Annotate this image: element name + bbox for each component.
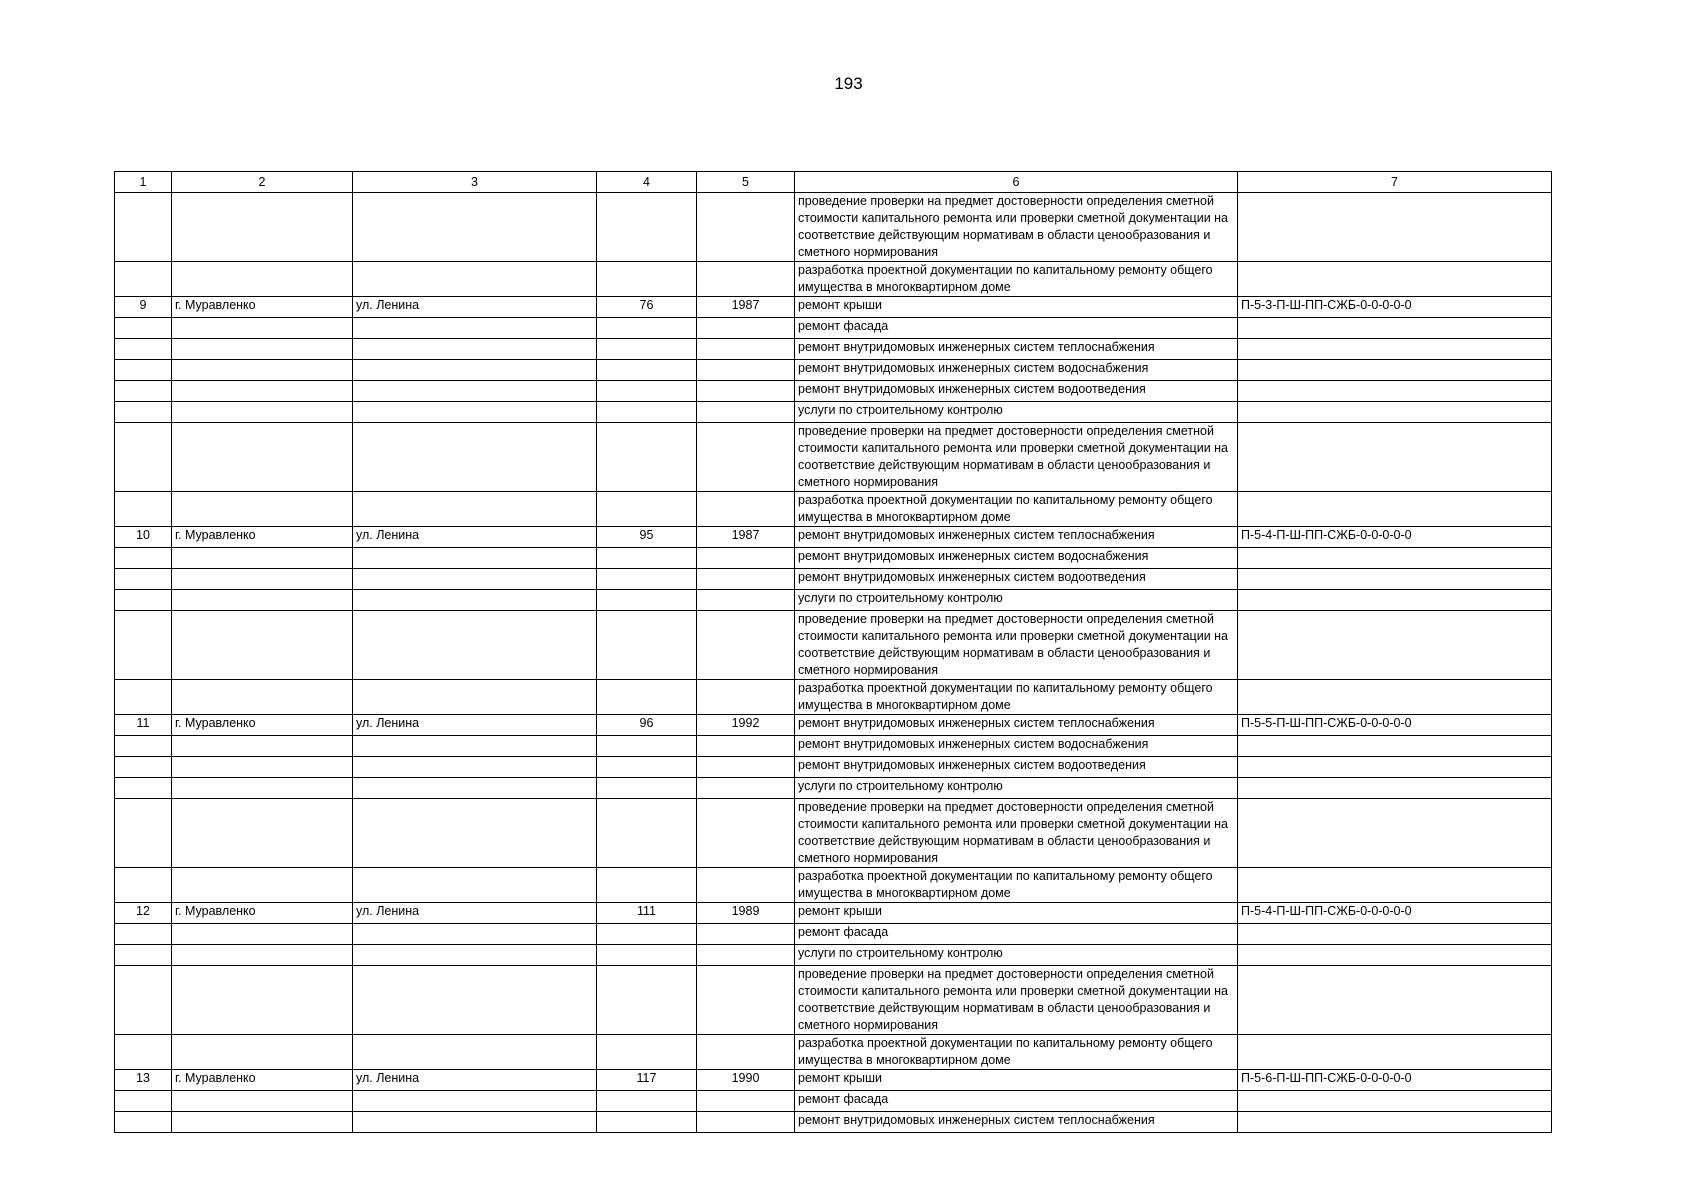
year-cell [697,193,795,262]
city-cell [172,262,353,297]
year-cell [697,966,795,1035]
street-cell [353,757,597,778]
row-number-cell: 13 [115,1070,172,1091]
code-cell: П-5-4-П-Ш-ПП-СЖБ-0-0-0-0-0 [1238,903,1552,924]
work-type-cell: разработка проектной документации по капитальному ремонту общего имущества в многоквартирном доме [795,492,1238,527]
city-cell [172,402,353,423]
code-cell [1238,1091,1552,1112]
row-number-cell [115,736,172,757]
work-type-cell: ремонт крыши [795,1070,1238,1091]
house-number-cell: 111 [597,903,697,924]
house-number-cell [597,1091,697,1112]
table-row [115,262,1552,297]
city-cell [172,757,353,778]
code-cell [1238,611,1552,680]
city-cell [172,339,353,360]
city-cell: г. Муравленко [172,527,353,548]
work-type-cell: ремонт внутридомовых инженерных систем водоснабжения [795,360,1238,381]
work-type-cell: разработка проектной документации по капитальному ремонту общего имущества в многоквартирном доме [795,1035,1238,1070]
row-number-cell [115,868,172,903]
year-cell [697,381,795,402]
column-header-4: 4 [597,172,697,193]
year-cell [697,548,795,569]
street-cell [353,736,597,757]
table-header-row [115,172,1552,193]
table-row [115,715,1552,736]
year-cell: 1990 [697,1070,795,1091]
house-number-cell [597,381,697,402]
year-cell: 1992 [697,715,795,736]
street-cell [353,924,597,945]
year-cell [697,360,795,381]
city-cell [172,778,353,799]
year-cell [697,1091,795,1112]
city-cell [172,799,353,868]
table-row [115,318,1552,339]
city-cell: г. Муравленко [172,715,353,736]
work-type-cell: ремонт фасада [795,924,1238,945]
table-row [115,799,1552,868]
city-cell: г. Муравленко [172,903,353,924]
work-type-cell: ремонт внутридомовых инженерных систем теплоснабжения [795,715,1238,736]
row-number-cell [115,548,172,569]
work-type-cell: проведение проверки на предмет достоверности определения сметной стоимости капитального ремонта или проверки сметной документации на соответствие действующим нормативам в области ценообразования и сметного нормирования [795,423,1238,492]
street-cell: ул. Ленина [353,903,597,924]
table-row [115,778,1552,799]
row-number-cell [115,924,172,945]
city-cell [172,569,353,590]
table-row [115,527,1552,548]
house-number-cell [597,262,697,297]
street-cell [353,360,597,381]
street-cell [353,945,597,966]
work-type-cell: проведение проверки на предмет достоверности определения сметной стоимости капитального ремонта или проверки сметной документации на соответствие действующим нормативам в области ценообразования и сметного нормирования [795,799,1238,868]
street-cell: ул. Ленина [353,527,597,548]
house-number-cell: 96 [597,715,697,736]
table-row [115,193,1552,262]
table-row [115,339,1552,360]
city-cell [172,1035,353,1070]
street-cell: ул. Ленина [353,1070,597,1091]
row-number-cell [115,193,172,262]
row-number-cell [115,339,172,360]
table-row [115,966,1552,1035]
year-cell: 1989 [697,903,795,924]
street-cell [353,492,597,527]
column-header-5: 5 [697,172,795,193]
table-row [115,680,1552,715]
house-number-cell [597,924,697,945]
work-type-cell: услуги по строительному контролю [795,402,1238,423]
code-cell [1238,423,1552,492]
table-row [115,492,1552,527]
street-cell [353,262,597,297]
work-type-cell: разработка проектной документации по капитальному ремонту общего имущества в многоквартирном доме [795,262,1238,297]
house-number-cell [597,1035,697,1070]
house-number-cell [597,590,697,611]
table-row [115,402,1552,423]
year-cell [697,423,795,492]
code-cell [1238,569,1552,590]
city-cell [172,423,353,492]
house-number-cell [597,492,697,527]
code-cell [1238,1112,1552,1133]
work-type-cell: ремонт крыши [795,903,1238,924]
work-type-cell: услуги по строительному контролю [795,590,1238,611]
house-number-cell [597,548,697,569]
street-cell [353,1035,597,1070]
row-number-cell: 9 [115,297,172,318]
house-number-cell [597,611,697,680]
code-cell [1238,381,1552,402]
row-number-cell [115,262,172,297]
row-number-cell [115,381,172,402]
street-cell [353,966,597,1035]
street-cell [353,569,597,590]
house-number-cell [597,680,697,715]
year-cell [697,262,795,297]
row-number-cell [115,945,172,966]
work-type-cell: ремонт фасада [795,1091,1238,1112]
house-number-cell: 76 [597,297,697,318]
street-cell [353,548,597,569]
work-type-cell: ремонт внутридомовых инженерных систем водоснабжения [795,736,1238,757]
street-cell [353,402,597,423]
table-row [115,297,1552,318]
table-row [115,590,1552,611]
work-type-cell: ремонт внутридомовых инженерных систем теплоснабжения [795,1112,1238,1133]
city-cell: г. Муравленко [172,297,353,318]
table-row [115,1091,1552,1112]
code-cell [1238,924,1552,945]
table-row [115,868,1552,903]
row-number-cell [115,569,172,590]
row-number-cell [115,590,172,611]
street-cell [353,778,597,799]
row-number-cell [115,966,172,1035]
street-cell [353,423,597,492]
city-cell [172,680,353,715]
street-cell: ул. Ленина [353,297,597,318]
year-cell [697,799,795,868]
year-cell [697,1035,795,1070]
city-cell [172,492,353,527]
row-number-cell: 10 [115,527,172,548]
house-number-cell [597,423,697,492]
work-type-cell: услуги по строительному контролю [795,945,1238,966]
column-header-1: 1 [115,172,172,193]
code-cell [1238,548,1552,569]
year-cell: 1987 [697,297,795,318]
city-cell [172,1091,353,1112]
city-cell [172,924,353,945]
row-number-cell [115,1091,172,1112]
street-cell [353,799,597,868]
row-number-cell [115,799,172,868]
house-number-cell: 117 [597,1070,697,1091]
work-type-cell: проведение проверки на предмет достоверности определения сметной стоимости капитального ремонта или проверки сметной документации на соответствие действующим нормативам в области ценообразования и сметного нормирования [795,611,1238,680]
column-header-7: 7 [1238,172,1552,193]
code-cell [1238,680,1552,715]
code-cell [1238,492,1552,527]
work-type-cell: проведение проверки на предмет достоверности определения сметной стоимости капитального ремонта или проверки сметной документации на соответствие действующим нормативам в области ценообразования и сметного нормирования [795,966,1238,1035]
year-cell: 1987 [697,527,795,548]
work-type-cell: услуги по строительному контролю [795,778,1238,799]
table-row [115,569,1552,590]
row-number-cell [115,680,172,715]
work-type-cell: разработка проектной документации по капитальному ремонту общего имущества в многоквартирном доме [795,680,1238,715]
city-cell [172,868,353,903]
code-cell [1238,945,1552,966]
code-cell: П-5-4-П-Ш-ПП-СЖБ-0-0-0-0-0 [1238,527,1552,548]
street-cell [353,339,597,360]
table-row [115,903,1552,924]
code-cell [1238,590,1552,611]
work-type-cell: ремонт внутридомовых инженерных систем теплоснабжения [795,339,1238,360]
code-cell [1238,262,1552,297]
street-cell [353,1112,597,1133]
year-cell [697,318,795,339]
house-number-cell [597,868,697,903]
row-number-cell: 11 [115,715,172,736]
code-cell: П-5-5-П-Ш-ПП-СЖБ-0-0-0-0-0 [1238,715,1552,736]
year-cell [697,339,795,360]
year-cell [697,924,795,945]
page-number: 193 [834,74,863,93]
house-number-cell [597,1112,697,1133]
street-cell [353,611,597,680]
city-cell [172,381,353,402]
city-cell [172,193,353,262]
table-row [115,611,1552,680]
house-number-cell [597,945,697,966]
street-cell [353,381,597,402]
year-cell [697,778,795,799]
year-cell [697,611,795,680]
year-cell [697,868,795,903]
code-cell [1238,736,1552,757]
column-header-3: 3 [353,172,597,193]
row-number-cell [115,402,172,423]
code-cell [1238,318,1552,339]
row-number-cell [115,492,172,527]
work-type-cell: ремонт внутридомовых инженерных систем водоотведения [795,381,1238,402]
house-number-cell [597,339,697,360]
house-number-cell [597,360,697,381]
row-number-cell [115,611,172,680]
street-cell [353,193,597,262]
repair-table [114,171,1552,1133]
city-cell [172,360,353,381]
street-cell: ул. Ленина [353,715,597,736]
street-cell [353,680,597,715]
street-cell [353,590,597,611]
house-number-cell [597,966,697,1035]
house-number-cell: 95 [597,527,697,548]
house-number-cell [597,569,697,590]
code-cell [1238,402,1552,423]
row-number-cell [115,318,172,339]
code-cell [1238,339,1552,360]
table-row [115,757,1552,778]
year-cell [697,590,795,611]
table-row [115,736,1552,757]
code-cell: П-5-6-П-Ш-ПП-СЖБ-0-0-0-0-0 [1238,1070,1552,1091]
year-cell [697,736,795,757]
table-row [115,548,1552,569]
city-cell [172,590,353,611]
city-cell [172,945,353,966]
year-cell [697,757,795,778]
code-cell [1238,193,1552,262]
row-number-cell [115,423,172,492]
city-cell [172,318,353,339]
table-row [115,924,1552,945]
year-cell [697,680,795,715]
row-number-cell [115,360,172,381]
house-number-cell [597,757,697,778]
row-number-cell: 12 [115,903,172,924]
year-cell [697,402,795,423]
table-row [115,381,1552,402]
table-row [115,423,1552,492]
work-type-cell: ремонт внутридомовых инженерных систем водоотведения [795,757,1238,778]
city-cell: г. Муравленко [172,1070,353,1091]
code-cell [1238,966,1552,1035]
work-type-cell: ремонт внутридомовых инженерных систем теплоснабжения [795,527,1238,548]
work-type-cell: ремонт внутридомовых инженерных систем водоотведения [795,569,1238,590]
table-row [115,360,1552,381]
work-type-cell: ремонт внутридомовых инженерных систем водоснабжения [795,548,1238,569]
code-cell [1238,778,1552,799]
house-number-cell [597,193,697,262]
code-cell: П-5-3-П-Ш-ПП-СЖБ-0-0-0-0-0 [1238,297,1552,318]
city-cell [172,966,353,1035]
column-header-6: 6 [795,172,1238,193]
table-row [115,945,1552,966]
house-number-cell [597,799,697,868]
city-cell [172,548,353,569]
year-cell [697,945,795,966]
work-type-cell: ремонт крыши [795,297,1238,318]
year-cell [697,569,795,590]
city-cell [172,736,353,757]
street-cell [353,868,597,903]
row-number-cell [115,1035,172,1070]
table-row [115,1035,1552,1070]
house-number-cell [597,402,697,423]
column-header-2: 2 [172,172,353,193]
code-cell [1238,868,1552,903]
row-number-cell [115,778,172,799]
code-cell [1238,1035,1552,1070]
house-number-cell [597,318,697,339]
year-cell [697,492,795,527]
city-cell [172,611,353,680]
code-cell [1238,757,1552,778]
code-cell [1238,799,1552,868]
table-row [115,1070,1552,1091]
table-row [115,1112,1552,1133]
row-number-cell [115,1112,172,1133]
work-type-cell: ремонт фасада [795,318,1238,339]
code-cell [1238,360,1552,381]
street-cell [353,318,597,339]
street-cell [353,1091,597,1112]
work-type-cell: разработка проектной документации по капитальному ремонту общего имущества в многоквартирном доме [795,868,1238,903]
city-cell [172,1112,353,1133]
house-number-cell [597,778,697,799]
house-number-cell [597,736,697,757]
year-cell [697,1112,795,1133]
row-number-cell [115,757,172,778]
work-type-cell: проведение проверки на предмет достоверности определения сметной стоимости капитального ремонта или проверки сметной документации на соответствие действующим нормативам в области ценообразования и сметного нормирования [795,193,1238,262]
